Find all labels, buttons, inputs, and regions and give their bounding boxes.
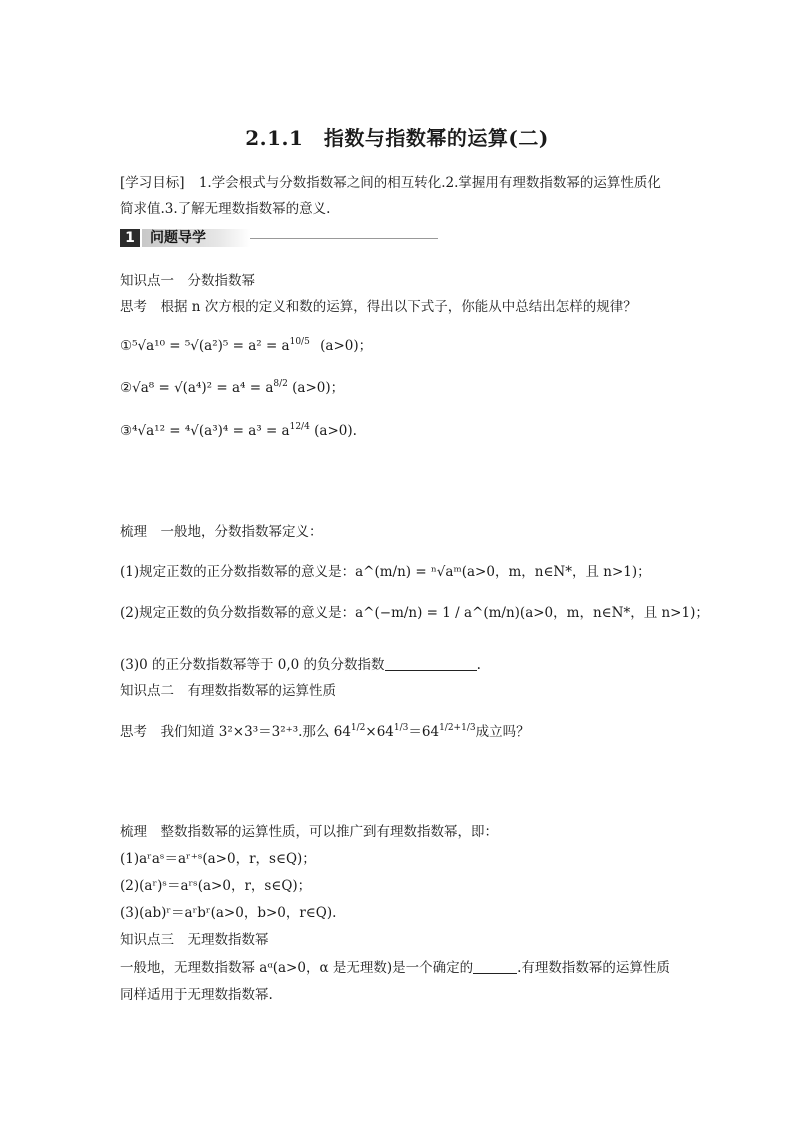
learning-goals-label: [学习目标]	[120, 175, 185, 191]
kp3-blank[interactable]	[473, 961, 517, 974]
section-number: 1	[120, 229, 140, 247]
kp1-heading: 知识点一 分数指数幂	[120, 273, 255, 289]
section-divider	[250, 238, 438, 239]
example-1-formula: ⁵√a¹⁰ = ⁵√(a²)⁵ = a² = a	[132, 338, 290, 354]
example-3	[120, 421, 357, 441]
exponent-third: 1/3	[393, 723, 409, 733]
example-2-index: ②	[120, 380, 133, 396]
definition-2	[120, 603, 709, 623]
example-2-formula: √a⁸ = √(a⁴)² = a⁴ = a	[132, 380, 274, 396]
kp2-think-part-2: ×64	[365, 724, 394, 740]
definition-3-blank[interactable]	[385, 658, 477, 671]
example-1-condition: (a>0)；	[320, 338, 373, 354]
definition-3-text: (3)0 的正分数指数幂等于 0,0 的负分数指数	[120, 657, 385, 673]
kp3-line-1-part-2: .有理数指数幂的运算性质	[517, 960, 670, 976]
kp2-heading: 知识点二 有理数指数幂的运算性质	[120, 683, 336, 699]
kp2-think-part-1: 思考 我们知道 3²×3³＝3²⁺³.那么 64	[120, 724, 351, 740]
example-2-condition: (a>0)；	[292, 380, 345, 396]
kp2-think-part-3: ＝64	[408, 724, 440, 740]
kp1-think: 思考 根据 n 次方根的定义和数的运算，得出以下式子，你能从中总结出怎样的规律？	[120, 299, 637, 315]
kp3-line-2: 同样适用于无理数指数幂.	[120, 987, 273, 1003]
example-3-formula: ⁴√a¹² = ⁴√(a³)⁴ = a³ = a	[132, 423, 290, 439]
section-header	[120, 229, 438, 247]
rule-2: (2)(aʳ)ˢ＝aʳˢ(a>0，r，s∈Q)；	[120, 878, 312, 894]
section-label: 问题导学	[142, 229, 250, 247]
kp3-heading: 知识点三 无理数指数幂	[120, 932, 269, 948]
example-2-exponent: 8/2	[273, 379, 288, 389]
kp3-line-1	[120, 958, 670, 978]
learning-goals-text-1: 1.学会根式与分数指数幂之间的相互转化.2.掌握用有理数指数幂的运算性质化	[198, 175, 661, 191]
example-3-exponent: 12/4	[289, 422, 310, 432]
definition-1-formula: a^(m/n) = ⁿ√aᵐ(a>0，m，n∈N*，且 n>1)；	[355, 564, 651, 580]
exponent-sum: 1/2+1/3	[439, 723, 476, 733]
kp2-summary: 梳理 整数指数幂的运算性质，可以推广到有理数指数幂，即：	[120, 824, 498, 840]
exponent-half: 1/2	[350, 723, 366, 733]
definition-1-text: (1)规定正数的正分数指数幂的意义是：	[120, 564, 356, 580]
rule-1: (1)aʳaˢ＝aʳ⁺ˢ(a>0，r，s∈Q)；	[120, 851, 316, 867]
kp1-summary: 梳理 一般地，分数指数幂定义：	[120, 524, 323, 540]
kp3-line-1-part-1: 一般地，无理数指数幂 aᵅ(a>0，α 是无理数)是一个确定的	[120, 960, 474, 976]
example-3-condition: (a>0).	[314, 423, 357, 439]
definition-2-text: (2)规定正数的负分数指数幂的意义是：	[120, 605, 356, 621]
kp2-think-part-4: 成立吗？	[475, 724, 530, 740]
definition-3: (3)0 的正分数指数幂等于 0,0 的负分数指数 .	[120, 657, 481, 673]
example-1	[120, 336, 372, 356]
example-3-index: ③	[120, 423, 133, 439]
example-1-exponent: 10/5	[289, 337, 310, 347]
kp2-think	[120, 722, 530, 742]
learning-goals-text-2: 简求值.3.了解无理数指数幂的意义.	[120, 201, 331, 217]
learning-goals-line-1	[120, 173, 661, 193]
example-1-index: ①	[120, 338, 133, 354]
definition-1	[120, 562, 651, 582]
example-2	[120, 378, 344, 398]
definition-2-formula: a^(−m/n) = 1 / a^(m/n)(a>0，m，n∈N*，且 n>1)；	[355, 605, 709, 621]
rule-3: (3)(ab)ʳ＝aʳbʳ(a>0，b>0，r∈Q).	[120, 905, 337, 921]
page-title: 2.1.1 指数与指数幂的运算(二)	[245, 126, 549, 150]
